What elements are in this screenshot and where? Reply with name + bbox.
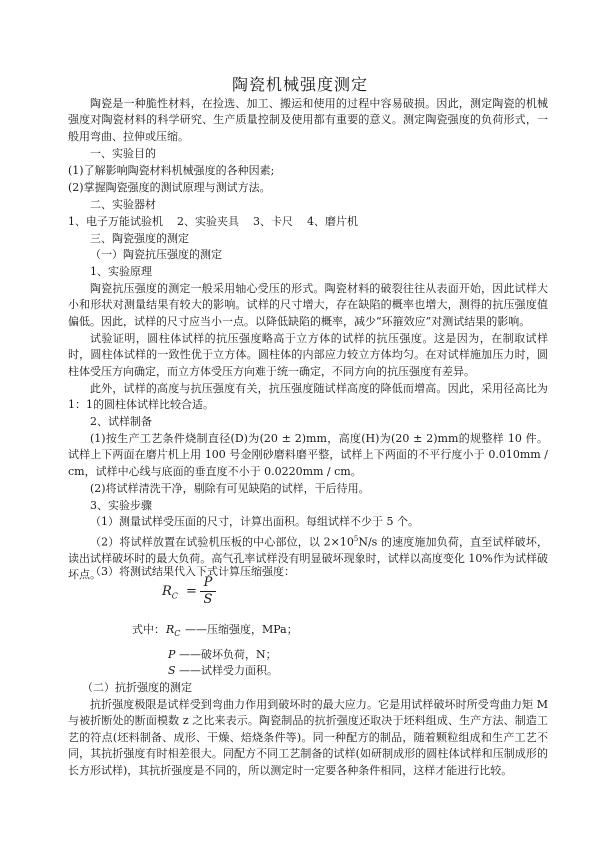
page-title: 陶瓷机械强度测定 [231,75,368,94]
objective-item-2: (2)掌握陶瓷强度的测试原理与测试方法。 [68,181,271,194]
section-3-heading: 三、陶瓷强度的测定 [90,232,189,245]
section-1-heading: 一、实验目的 [90,147,156,160]
intro-paragraph: 陶瓷是一种脆性材料，在捡选、加工、搬运和使用的过程中容易破损。因此，测定陶瓷的机械强度对陶瓷材料的科学研究、生产质量控制及使用都有重要的意义。测定陶瓷强度的负荷形式，一般用弯曲、拉伸或压缩。 [68,97,548,143]
where-S-desc: ——试样受力面积。 [179,664,278,677]
procedure-step-1: （1）测量试样受压面的尺寸，计算出面积。每组试样不少于 5 个。 [90,515,419,528]
principle-paragraph-3: 此外，试样的高度与抗压强度有关，抗压强度随试样高度的降低而增高。因此，采用径高比为1：1的圆柱体试样比较合适。 [68,382,548,412]
preparation-heading: 2、试样制备 [90,415,152,428]
preparation-paragraph-1: (1)按生产工艺条件烧制直径(D)为(20 ± 2)mm，高度(H)为(20 ± 2)mm的规整样 10 件。试样上下两面在磨片机上用 100 号金刚砂磨料磨平整，试样上下两面的不平行度小于 0.010mm / cm，试样中心线与底面的垂直度不小于 0.0220mm / cm。 [68,432,548,478]
procedure-heading: 3、实验步骤 [90,499,152,512]
subsection-compressive: （一）陶瓷抗压强度的测定 [90,248,222,261]
formula-equals: = [186,584,197,599]
formula-fraction [200,576,216,607]
step-2-exponent: 5 [353,535,359,543]
equipment-list: 1、电子万能试验机 2、实验夹具 3、卡尺 4、磨片机 [68,215,358,228]
subsection-flexural: （二）抗折强度的测定 [82,681,192,694]
step-2-text-a: （2）将试样放置在试验机压板的中心部位，以 2×10 [90,535,354,549]
formula-denominator: S [203,592,213,607]
where-S-symbol: S [168,664,176,677]
flexural-paragraph: 抗折强度极限是试样受到弯曲力作用到破坏时的最大应力。它是用试样破坏时所受弯曲力矩 M 与被折断处的断面模数 z 之比来表示。陶瓷制品的抗折强度还取决于坯料组成、生产方法、制造工艺的符点(坯料制备、成形、干燥、焙烧条件等)。同一种配方的制品，随着颗粒组成和生产工艺不同，其抗折强度有时相差很大。同配方不同工艺制备的试样(如研制成形的圆柱体试样和压制成形的长方形试样)，其抗折强度是不同的，所以测定时一定要各种条件相同，这样才能进行比较。 [68,698,548,777]
where-R-desc: ——压缩强度，MPa； [185,623,298,636]
principle-paragraph-2: 试验证明，圆柱体试样的抗压强度略高于立方体的试样的抗压强度。这是因为，在制取试样时，圆柱体试样的一致性优于立方体。圆柱体的内部应力较立方体均匀。在对试样施加压力时，圆柱体受压方向确定，而立方体受压方向难于统一确定，不同方向的抗压强度有差异。 [68,332,548,378]
preparation-paragraph-2: (2)将试样清洗干净，剔除有可见缺陷的试样，干后待用。 [90,482,370,495]
procedure-step-3: （3）将测试结果代入下式计算压缩强度： [90,565,295,578]
objective-item-1: (1)了解影响陶瓷材料机械强度的各种因素; [68,164,275,177]
where-R-symbol: $R_C$ [166,623,181,639]
formula-lhs: $R_C$ [162,584,178,601]
where-P-desc: ——破坏负荷，N； [179,648,277,661]
section-2-heading: 二、实验器材 [90,198,156,211]
where-label: 式中： [132,623,165,636]
where-P-symbol: P [168,648,176,661]
step-2-text-b: N/s 的速度施加负荷，直至试样破坏，读出试样破坏时的最大负荷。高气孔率试样没有明显破坏现象时，试样以高度变化 10%作为试样破坏点。 [68,535,548,582]
principle-heading: 1、实验原理 [90,265,152,278]
principle-paragraph-1: 陶瓷抗压强度的测定一般采用轴心受压的形式。陶瓷材料的破裂往往从表面开始，因此试样大小和形状对测量结果有较大的影响。试样的尺寸增大，存在缺陷的概率也增大，测得的抗压强度值偏低。因此，试样的尺寸应当小一点。以降低缺陷的概率，减少“环箍效应”对测试结果的影响。 [68,282,548,328]
formula-numerator: P [203,575,213,590]
